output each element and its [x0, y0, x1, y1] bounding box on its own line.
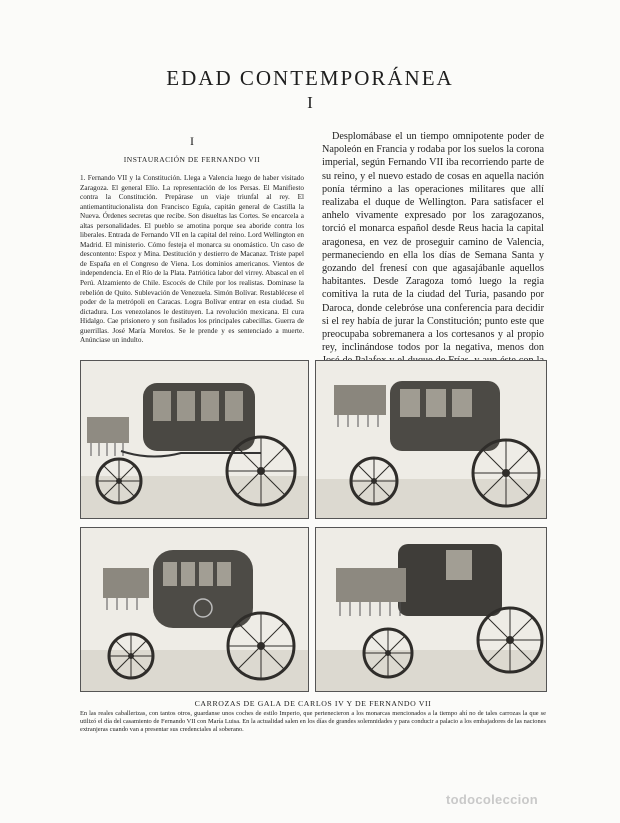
plates-note: En las reales caballerizas, con tantos otros, guardanse unos coches de estilo Imperio, que pertenecieron a los monarcas mencionados a la tiempo ahí no de tales carrozas la que se utilizó el día del casamiento de Fernando VII con María Luisa. En la actualidad salen en los días de grandes solemnidades y para conducir a palacio a los embajadores de las naciones extranjeras cuando van a presentar sus credenciales al soberano. — [80, 710, 546, 734]
carriage-plate-3 — [80, 527, 309, 692]
section-heading: INSTAURACIÓN DE FERNANDO VII — [123, 155, 261, 164]
carriage-illustration — [316, 528, 546, 691]
carriage-illustration — [81, 528, 308, 691]
carriage-plate-1 — [80, 360, 309, 519]
chapter-summary: 1. Fernando VII y la Constitución. Llega a Valencia luego de haber visitado Zaragoza. El general Elío. La representación de los Persas. El Manifiesto contra la Constitución. Prepárase un viaje triunfal al rey. El antiemantitucionalista don Francisco Eguía, capitán general de Castilla la Nueva. Órdenes secretas que recibe. Son disueltas las Cortes. Se encarcela a altas personalidades. El pueblo se amotina porque sea aboride contra los liberales. Entrada de Fernando VII en la capital del reino. Lord Wellington en Madrid. El ministerio. Cómo festeja el monarca su onomástico. Un caso de descontento: Espoz y Mina. Destitución y destierro de Macanaz. Triste papel de España en el Congreso de Viena. Los dominios americanos. Vientos de independencia. En el Río de la Plata. Patriótica labor del virrey. Abascal en el Perú. Alzamiento de Chile. Escocés de Chile por los realistas. Dominase la rebelión de Quito. Sublevación de Venezuela. Simón Bolívar. Restablécese el poder de la metrópoli en Caracas. Logra Bolívar entrar en esta ciudad. Su dictadura. Los venezolanos le destituyen. La revolución mexicana. El cura Hidalgo. Cae prisionero y son fusilados los principales cabecillas. Guerra de guerrillas. José María Morelos. Se le prende y es sentenciado a muerte. Anúnciase un indulto. — [80, 174, 304, 345]
carriage-illustration — [316, 361, 546, 518]
carriage-plate-2 — [315, 360, 547, 519]
section-number: I — [190, 134, 194, 148]
watermark: todocoleccion — [446, 792, 539, 807]
carriage-plate-4 — [315, 527, 547, 692]
body-text: Desplomábase el un tiempo omnipotente poder de Napoleón en Francia y rodaba por los suelos la corona imperial, según Fernando VII iba recorriendo parte de su reino, y el nuevo estado de cosas en aquella nación ponía término a las operaciones militares que allí realizaba el duque de Wellington. Para satisfacer el anhelo vivamente expresado por los zaragozanos, torció el monarca español desde Reus hacia la capital aragonesa, en vez de proseguir camino de Valencia, permaneciendo en ella los días de Semana Santa y gozando del frenesí con que agasajábanle aquellos habitantes. Desde Zaragoza tomó luego la regia comitiva la ruta de la ciudad del Turia, pasando por Daroca, donde celebróse una conferencia para decidir si el rey había de jurar la Constitución; punto este que preocupaba sobremanera a los cortesanos y al propio rey, inclinándose todos por la negativa, menos don — [322, 131, 544, 354]
plates-caption: CARROZAS DE GALA DE CARLOS IV Y DE FERNANDO VII — [194, 699, 432, 708]
left-column — [80, 134, 304, 346]
right-column — [322, 130, 544, 381]
carriage-illustration — [81, 361, 308, 518]
chapter-number: I — [307, 93, 313, 112]
page-title: EDAD CONTEMPORÁNEA — [166, 66, 454, 90]
